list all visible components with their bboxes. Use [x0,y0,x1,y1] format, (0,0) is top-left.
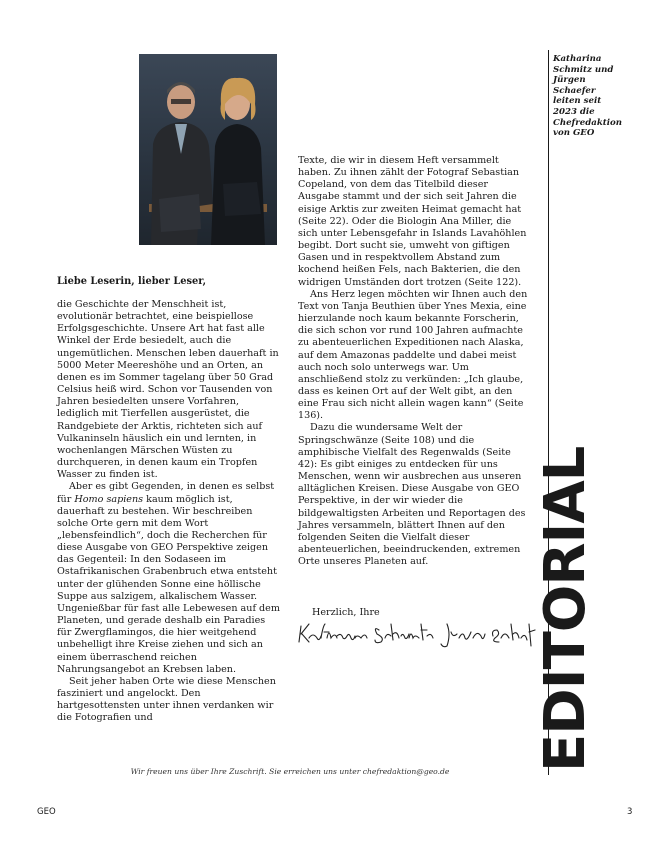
paragraph: Texte, die wir in diesem Heft versammelt haben. Zu ihnen zählt der Fotograf Sebastian Copeland, von dem das Titelbild dieser Ausgabe stammt und der sich seit Jahren die eisige Arktis zur zweiten Heimat gemacht hat (Seite 22). Oder die Biologin Ana Miller, die sich unter Lebensgefahr in Islands Lavahöhlen begibt. Dort sucht sie, umweht von giftigen Gasen und in respektvollem Abstand zum kochend heißen Fels, nach Bakterien, die den widrigen Umständen dort trotzen (Seite 122). [298,155,527,288]
paragraph: die Geschichte der Menschheit ist, evolutionär betrachtet, eine beispiellose Erfolgsgeschichte. Unsere Art hat fast alle Winkel der Erde besiedelt, auch die ungemütlichen. Menschen leben dauerhaft in 5000 Meter Meereshöhe und an Orten, an denen es im Sommer tagelang über 50 Grad Celsius heiß wird. Schon vor Tausenden von Jahren besiedelten unsere Vorfahren, lediglich mit Tierfellen ausgerüstet, die Randgebiete der Arktis, richteten sich auf Vulkaninseln häuslich ein und lernten, in wochenlangen Märschen Wüsten zu durchqueren, in denen kaum ein Tropfen Wasser zu finden ist. [57,299,279,481]
editors-portrait-image [139,54,277,245]
publication-name: GEO [37,807,56,817]
closing-line: Herzlich, Ihre [312,607,380,618]
paragraph: Seit jeher haben Orte wie diese Menschen fasziniert und angelockt. Den hartgesottensten unter ihnen verdanken wir die Fotografien und [57,675,276,724]
salutation: Liebe Leserin, lieber Leser, [57,276,207,287]
editors-photo [139,54,277,245]
paragraph: Aber es gibt Gegenden, in denen es selbst für Homo sapiens kaum möglich ist, dauerhaft zu bestehen. Wir beschreiben solche Orte gern mit dem Wort „lebensfeindlich“, doch die Recherchen für diese Ausgabe von GEO Perspektive zeigen das Gegenteil: In den Sodaseen im Ostafrikanischen Grabenbruch etwa entsteht unter der glühenden Sonne eine höllische Suppe aus salzigem, alkalischem Wasser. Ungenießbar für fast alle Lebewesen auf dem Planeten, und gerade deshalb ein Paradies für Zwergflamingos, die hier weitgehend unbehelligt ihre Kreise ziehen und sich an einem überraschend reichen Nahrungsangebot an Krebsen laben. [57,481,280,675]
handwritten-signatures [295,620,540,648]
page-number: 3 [627,807,633,817]
paragraph: Dazu die wundersame Welt der Springschwänze (Seite 108) und die amphibische Vielfalt des Regenwalds (Seite 42): Es gibt einiges zu entdecken für uns Menschen, wenn wir ausbrechen aus unseren alltäglichen Kreisen. Diese Ausgabe von GEO Perspektive, in der wir wieder die bildgewaltigsten Arbeiten und Reportagen des Jahres versammeln, blättert Ihnen auf den folgenden Seiten die Vielfalt dieser abenteuerlichen, beeindruckenden, extremen Orte unseres Planeten auf. [298,422,526,568]
right-text-column [298,155,530,568]
contact-note: Wir freuen uns über Ihre Zuschrift. Sie erreichen uns unter chefredaktion@geo.de [130,767,450,776]
left-text-column [57,299,282,724]
photo-caption: Katharina Schmitz und Jürgen Schaefer leiten seit 2023 die Chefredaktion von GEO [553,54,622,139]
paragraph: Ans Herz legen möchten wir Ihnen auch den Text von Tanja Beuthien über Ynes Mexia, eine hierzulande noch kaum bekannte Forscherin, die sich schon vor rund 100 Jahren aufmachte zu abenteuerlichen Expeditionen nach Alaska, auf dem Amazonas paddelte und dabei meist auch noch solo unterwegs war. Um anschließend stolz zu verkünden: „Ich glaube, dass es keinen Ort auf der Welt gibt, an den eine Frau sich nicht allein wagen kann“ (Seite 136). [298,288,528,422]
section-title: EDITORIAL [533,446,598,772]
